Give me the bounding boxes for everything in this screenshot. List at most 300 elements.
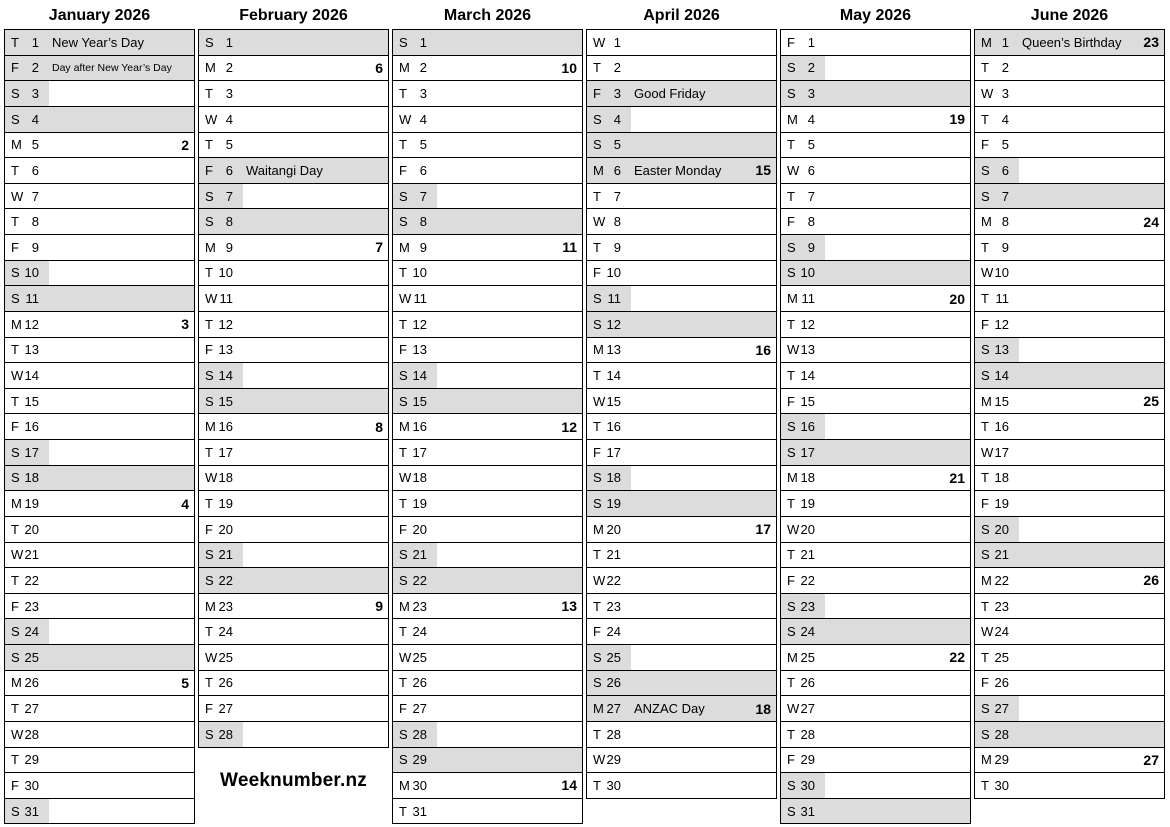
day-row — [5, 184, 194, 210]
day-row — [975, 696, 1164, 722]
day-number: 6 — [807, 162, 815, 178]
weekday-letter: S — [981, 367, 990, 383]
day-number: 8 — [1001, 214, 1009, 230]
day-number: 28 — [994, 726, 1009, 742]
week-number: 27 — [1143, 751, 1159, 768]
day-row — [5, 568, 194, 594]
weekday-letter: F — [981, 675, 989, 691]
day-row — [781, 286, 970, 312]
day-number: 26 — [606, 675, 621, 691]
day-row — [781, 440, 970, 466]
day-number: 8 — [419, 214, 427, 230]
weekday-letter: T — [205, 496, 213, 512]
day-number: 7 — [807, 188, 815, 204]
day-row — [975, 748, 1164, 774]
weekday-letter: S — [205, 214, 214, 230]
day-number: 20 — [24, 521, 39, 537]
day-row — [5, 722, 194, 748]
day-number: 19 — [800, 496, 815, 512]
day-number: 3 — [613, 86, 621, 102]
day-row — [781, 81, 970, 107]
weekday-letter: T — [11, 521, 19, 537]
day-number: 25 — [800, 649, 815, 665]
day-row — [975, 363, 1164, 389]
day-row — [781, 568, 970, 594]
day-row — [199, 466, 388, 492]
month-grid-march — [392, 29, 583, 824]
day-number: 15 — [218, 393, 233, 409]
weekday-letter: S — [399, 393, 408, 409]
day-number: 21 — [218, 547, 233, 563]
day-row — [781, 594, 970, 620]
day-number: 5 — [419, 137, 427, 153]
day-row — [5, 312, 194, 338]
weekday-letter: M — [593, 162, 604, 178]
day-row — [781, 261, 970, 287]
day-number: 11 — [413, 291, 427, 307]
day-number: 9 — [807, 239, 815, 255]
month-may — [780, 0, 971, 824]
day-row — [781, 466, 970, 492]
day-row — [587, 158, 776, 184]
day-number: 19 — [412, 496, 427, 512]
day-number: 28 — [412, 726, 427, 742]
day-number: 17 — [800, 444, 815, 460]
day-number: 18 — [412, 470, 427, 486]
day-number: 23 — [24, 598, 39, 614]
month-title-march: March 2026 — [443, 7, 532, 24]
day-row — [781, 363, 970, 389]
day-number: 30 — [606, 777, 621, 793]
weekday-letter: T — [399, 496, 407, 512]
weekday-letter: T — [399, 265, 407, 281]
day-row — [975, 389, 1164, 415]
week-number: 23 — [1143, 34, 1159, 51]
day-row — [5, 645, 194, 671]
weekday-letter: T — [593, 60, 601, 76]
day-row — [199, 671, 388, 697]
day-number: 23 — [606, 598, 621, 614]
day-number: 17 — [994, 444, 1009, 460]
day-row — [199, 286, 388, 312]
weekday-letter: T — [981, 649, 989, 665]
day-number: 4 — [419, 111, 427, 127]
weekday-letter: F — [981, 316, 989, 332]
weekday-letter: F — [787, 34, 795, 50]
weekday-letter: S — [11, 444, 20, 460]
week-number: 19 — [949, 111, 965, 128]
weekday-letter: S — [593, 316, 602, 332]
day-row — [5, 235, 194, 261]
day-number: 17 — [606, 444, 621, 460]
day-number: 11 — [607, 291, 621, 307]
weekday-letter: W — [593, 214, 606, 230]
month-february — [198, 0, 389, 824]
day-number: 6 — [419, 162, 427, 178]
day-row — [199, 645, 388, 671]
day-number: 10 — [606, 265, 621, 281]
day-number: 28 — [800, 726, 815, 742]
day-number: 9 — [31, 239, 39, 255]
weekday-letter: S — [593, 496, 602, 512]
week-number: 14 — [561, 777, 577, 794]
day-row — [975, 261, 1164, 287]
day-row — [781, 491, 970, 517]
weekday-letter: M — [205, 598, 216, 614]
day-row — [587, 30, 776, 56]
week-number: 5 — [181, 674, 189, 691]
day-number: 26 — [218, 675, 233, 691]
day-number: 14 — [606, 367, 621, 383]
weekday-letter: S — [787, 60, 796, 76]
day-number: 27 — [606, 701, 621, 717]
weekday-letter: T — [205, 675, 213, 691]
day-row — [199, 594, 388, 620]
week-number: 12 — [561, 418, 577, 435]
day-number: 22 — [24, 572, 39, 588]
weekday-letter: S — [787, 598, 796, 614]
day-number: 2 — [31, 60, 39, 76]
day-number: 22 — [412, 572, 427, 588]
month-january — [4, 0, 195, 824]
day-number: 20 — [606, 521, 621, 537]
day-number: 25 — [24, 649, 39, 665]
weekday-letter: W — [593, 393, 606, 409]
weekday-letter: T — [981, 291, 989, 307]
day-row — [199, 184, 388, 210]
weekday-letter: W — [981, 265, 994, 281]
day-row — [781, 389, 970, 415]
day-row — [199, 107, 388, 133]
day-row — [781, 696, 970, 722]
weekday-letter: F — [593, 86, 601, 102]
weekday-letter: T — [593, 598, 601, 614]
weekday-letter: T — [787, 547, 795, 563]
weekday-letter: M — [399, 239, 410, 255]
month-grid-june — [974, 29, 1165, 799]
day-number: 20 — [218, 521, 233, 537]
day-row — [587, 440, 776, 466]
weekday-letter: M — [399, 60, 410, 76]
weekday-letter: T — [787, 316, 795, 332]
weekday-letter: T — [205, 316, 213, 332]
day-row — [393, 389, 582, 415]
weekday-letter: M — [11, 137, 22, 153]
day-row — [393, 261, 582, 287]
week-number: 9 — [375, 598, 383, 615]
day-row — [393, 286, 582, 312]
day-number: 8 — [225, 214, 233, 230]
day-row — [975, 133, 1164, 159]
day-row — [199, 491, 388, 517]
day-row — [5, 30, 194, 56]
day-number: 31 — [800, 803, 815, 819]
day-row — [587, 81, 776, 107]
weekday-letter: M — [11, 675, 22, 691]
weekday-letter: S — [399, 547, 408, 563]
day-row — [587, 491, 776, 517]
weekday-letter: M — [981, 34, 992, 50]
weekday-letter: M — [205, 60, 216, 76]
day-number: 24 — [800, 624, 815, 640]
weekday-letter: F — [981, 137, 989, 153]
day-row — [781, 56, 970, 82]
weekday-letter: W — [787, 701, 800, 717]
weekday-letter: T — [787, 188, 795, 204]
day-row — [975, 517, 1164, 543]
weekday-letter: S — [399, 752, 408, 768]
day-number: 7 — [1001, 188, 1009, 204]
day-row — [587, 414, 776, 440]
weekday-letter: S — [787, 444, 796, 460]
weekday-letter: S — [399, 367, 408, 383]
day-row — [587, 645, 776, 671]
day-row — [393, 594, 582, 620]
day-row — [5, 671, 194, 697]
day-number: 10 — [24, 265, 39, 281]
day-number: 29 — [800, 752, 815, 768]
weekday-letter: T — [593, 547, 601, 563]
weekday-letter: S — [981, 342, 990, 358]
day-number: 13 — [412, 342, 427, 358]
day-row — [5, 619, 194, 645]
day-number: 14 — [994, 367, 1009, 383]
weekday-letter: M — [399, 598, 410, 614]
weekday-letter: F — [205, 162, 213, 178]
day-number: 15 — [994, 393, 1009, 409]
weekday-letter: M — [787, 649, 798, 665]
day-row — [781, 133, 970, 159]
week-number: 16 — [755, 341, 771, 358]
day-number: 18 — [606, 470, 621, 486]
day-row — [5, 107, 194, 133]
day-row — [393, 568, 582, 594]
day-row — [199, 363, 388, 389]
weekday-letter: F — [11, 598, 19, 614]
day-number: 11 — [801, 291, 815, 307]
day-row — [393, 363, 582, 389]
day-number: 13 — [24, 342, 39, 358]
weekday-letter: F — [787, 752, 795, 768]
weekday-letter: S — [205, 188, 214, 204]
week-number: 26 — [1143, 572, 1159, 589]
day-row — [393, 81, 582, 107]
weekday-letter: T — [787, 137, 795, 153]
weekday-letter: S — [11, 86, 20, 102]
day-number: 10 — [800, 265, 815, 281]
day-row — [199, 56, 388, 82]
day-row — [975, 414, 1164, 440]
weekday-letter: M — [11, 496, 22, 512]
weekday-letter: W — [981, 86, 994, 102]
day-row — [393, 133, 582, 159]
day-row — [587, 671, 776, 697]
day-row — [393, 645, 582, 671]
day-number: 1 — [807, 34, 815, 50]
day-row — [393, 491, 582, 517]
day-number: 26 — [800, 675, 815, 691]
weekday-letter: F — [593, 624, 601, 640]
month-grid-february — [198, 29, 389, 748]
day-number: 16 — [994, 419, 1009, 435]
day-number: 21 — [24, 547, 39, 563]
day-row — [393, 773, 582, 799]
day-number: 29 — [412, 752, 427, 768]
weekday-letter: M — [205, 239, 216, 255]
weekday-letter: W — [205, 291, 218, 307]
weekday-letter: F — [11, 60, 19, 76]
day-number: 2 — [1001, 60, 1009, 76]
week-number: 24 — [1143, 213, 1159, 230]
day-number: 2 — [225, 60, 233, 76]
day-row — [199, 133, 388, 159]
weekday-letter: T — [593, 419, 601, 435]
day-number: 11 — [25, 291, 39, 307]
weekday-letter: T — [593, 777, 601, 793]
day-number: 14 — [412, 367, 427, 383]
weekday-letter: S — [787, 419, 796, 435]
week-number: 18 — [755, 700, 771, 717]
weekday-letter: W — [205, 470, 218, 486]
day-row — [587, 235, 776, 261]
day-number: 10 — [218, 265, 233, 281]
weekday-letter: T — [981, 598, 989, 614]
day-number: 29 — [994, 752, 1009, 768]
weekday-letter: M — [399, 777, 410, 793]
weekday-letter: F — [593, 444, 601, 460]
week-number: 15 — [755, 162, 771, 179]
day-row — [199, 30, 388, 56]
weekday-letter: S — [593, 291, 602, 307]
week-number: 7 — [375, 239, 383, 256]
day-row — [975, 30, 1164, 56]
holiday-label: ANZAC Day — [634, 701, 705, 717]
weekday-letter: T — [11, 342, 19, 358]
day-number: 13 — [994, 342, 1009, 358]
weekday-letter: M — [981, 572, 992, 588]
day-row — [393, 312, 582, 338]
day-row — [393, 235, 582, 261]
weekday-letter: F — [399, 342, 407, 358]
day-row — [5, 543, 194, 569]
day-number: 15 — [800, 393, 815, 409]
weekday-letter: S — [11, 265, 20, 281]
day-number: 18 — [24, 470, 39, 486]
day-row — [5, 517, 194, 543]
day-number: 13 — [800, 342, 815, 358]
day-row — [393, 414, 582, 440]
day-number: 5 — [1001, 137, 1009, 153]
weekday-letter: T — [205, 265, 213, 281]
weekday-letter: W — [11, 188, 24, 204]
day-row — [781, 619, 970, 645]
day-number: 22 — [606, 572, 621, 588]
weekday-letter: S — [981, 162, 990, 178]
day-row — [199, 414, 388, 440]
weekday-letter: T — [11, 162, 19, 178]
day-number: 21 — [800, 547, 815, 563]
weekday-letter: S — [11, 803, 20, 819]
weekday-letter: S — [11, 624, 20, 640]
day-number: 26 — [24, 675, 39, 691]
day-number: 25 — [412, 649, 427, 665]
day-number: 27 — [994, 701, 1009, 717]
weekday-letter: T — [981, 239, 989, 255]
month-title-april: April 2026 — [643, 7, 720, 24]
day-row — [199, 619, 388, 645]
day-row — [975, 235, 1164, 261]
weekday-letter: T — [399, 444, 407, 460]
day-row — [393, 517, 582, 543]
weekday-letter: S — [981, 726, 990, 742]
weekday-letter: W — [399, 111, 412, 127]
day-row — [781, 799, 970, 825]
day-row — [199, 696, 388, 722]
holiday-label: Queen’s Birthday — [1022, 34, 1122, 50]
day-row — [781, 107, 970, 133]
holiday-label: Waitangi Day — [246, 162, 323, 178]
day-row — [199, 158, 388, 184]
weekday-letter: S — [205, 547, 214, 563]
day-number: 27 — [24, 701, 39, 717]
weekday-letter: W — [593, 572, 606, 588]
day-row — [587, 543, 776, 569]
day-row — [587, 773, 776, 799]
day-row — [975, 440, 1164, 466]
day-row — [5, 748, 194, 774]
day-row — [5, 389, 194, 415]
weekday-letter: W — [981, 444, 994, 460]
weekday-letter: S — [593, 137, 602, 153]
day-number: 22 — [800, 572, 815, 588]
day-row — [587, 56, 776, 82]
week-number: 21 — [949, 469, 965, 486]
day-row — [587, 517, 776, 543]
day-number: 13 — [606, 342, 621, 358]
weekday-letter: T — [787, 675, 795, 691]
weekday-letter: F — [205, 701, 213, 717]
day-number: 15 — [24, 393, 39, 409]
day-row — [781, 414, 970, 440]
day-number: 12 — [800, 316, 815, 332]
day-row — [975, 645, 1164, 671]
day-number: 1 — [1001, 34, 1009, 50]
day-number: 16 — [800, 419, 815, 435]
day-row — [587, 568, 776, 594]
day-row — [393, 466, 582, 492]
day-number: 3 — [807, 86, 815, 102]
week-number: 11 — [562, 239, 577, 256]
day-number: 29 — [24, 752, 39, 768]
weekday-letter: S — [787, 803, 796, 819]
day-number: 9 — [225, 239, 233, 255]
day-row — [393, 338, 582, 364]
day-row — [199, 543, 388, 569]
day-row — [199, 81, 388, 107]
day-number: 23 — [412, 598, 427, 614]
weekday-letter: S — [399, 726, 408, 742]
day-row — [5, 209, 194, 235]
day-row — [393, 158, 582, 184]
day-number: 3 — [225, 86, 233, 102]
month-grid-may — [780, 29, 971, 824]
day-row — [781, 517, 970, 543]
weekday-letter: T — [593, 367, 601, 383]
day-row — [393, 799, 582, 825]
weekday-letter: S — [981, 547, 990, 563]
weekday-letter: M — [787, 291, 798, 307]
day-row — [781, 645, 970, 671]
